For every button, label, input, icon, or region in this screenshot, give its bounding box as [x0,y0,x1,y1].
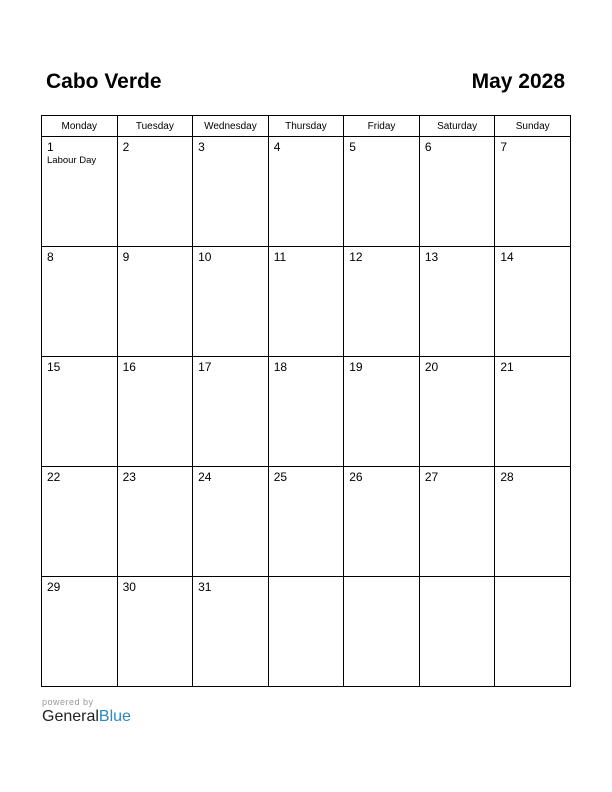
weekday-header: Wednesday [193,116,269,137]
day-cell [193,357,269,467]
day-cell [268,137,344,247]
brand-general: General [42,708,99,725]
day-cell [193,247,269,357]
day-number: 13 [424,250,439,264]
week-row [42,357,571,467]
day-cell [419,467,495,577]
day-number [420,577,495,580]
day-cell [344,577,420,687]
day-cell [344,137,420,247]
day-number [495,577,570,580]
day-number: 2 [122,140,130,154]
day-cell [495,137,571,247]
day-number: 31 [198,580,212,594]
month-title: May 2028 [471,70,565,93]
day-number: 6 [424,140,432,154]
day-cell [419,137,495,247]
day-number: 4 [273,140,281,154]
day-cell [344,467,420,577]
day-number: 17 [198,360,212,374]
day-number: 14 [500,250,514,264]
day-number: 3 [198,140,205,154]
week-row [42,577,571,687]
day-cell [117,577,193,687]
day-number: 1 [47,140,54,154]
day-cell [495,577,571,687]
day-number: 11 [273,250,287,264]
day-number: 8 [47,250,54,264]
weekday-header-row [42,116,571,137]
day-cell [419,357,495,467]
day-cell [42,247,118,357]
day-number: 9 [122,250,130,264]
day-number: 21 [500,360,514,374]
day-cell [344,357,420,467]
day-number [344,577,419,580]
day-cell [117,247,193,357]
week-row [42,467,571,577]
country-title: Cabo Verde [46,70,162,93]
day-cell [268,467,344,577]
day-number: 12 [349,250,363,264]
calendar-grid [41,115,571,687]
day-cell [495,357,571,467]
day-cell [117,467,193,577]
day-number: 7 [500,140,508,154]
day-number: 5 [349,140,356,154]
day-cell [268,357,344,467]
day-number: 28 [500,470,514,484]
footer-branding [42,697,131,726]
day-cell [419,247,495,357]
day-number: 10 [198,250,212,264]
day-cell [495,247,571,357]
day-number: 27 [424,470,439,484]
holiday-label: Labour Day [47,155,97,166]
day-number: 29 [47,580,61,594]
day-cell [117,357,193,467]
weekday-header: Thursday [268,116,344,137]
day-cell [495,467,571,577]
day-cell [193,137,269,247]
day-number: 24 [198,470,212,484]
day-number: 22 [47,470,61,484]
day-number: 25 [273,470,288,484]
day-number: 15 [47,360,61,374]
day-cell [42,467,118,577]
day-cell [268,577,344,687]
week-row [42,137,571,247]
weekday-header: Sunday [495,116,571,137]
day-number: 26 [349,470,363,484]
day-cell [42,137,118,247]
brand-logo [42,708,131,726]
day-number: 19 [349,360,363,374]
day-number: 20 [424,360,439,374]
day-number: 23 [122,470,136,484]
day-cell [117,137,193,247]
calendar-header [46,70,565,98]
weekday-header: Monday [42,116,118,137]
brand-blue: Blue [98,708,131,725]
day-cell [344,247,420,357]
day-cell [268,247,344,357]
powered-by-label: powered by [42,697,94,707]
weekday-header: Friday [344,116,420,137]
day-cell [419,577,495,687]
day-number [269,577,344,580]
day-number: 16 [122,360,136,374]
day-cell [193,467,269,577]
weekday-header: Saturday [419,116,495,137]
weekday-header: Tuesday [117,116,193,137]
week-row [42,247,571,357]
day-cell [193,577,269,687]
day-cell [42,357,118,467]
day-number: 30 [122,580,136,594]
day-number: 18 [273,360,288,374]
day-cell [42,577,118,687]
